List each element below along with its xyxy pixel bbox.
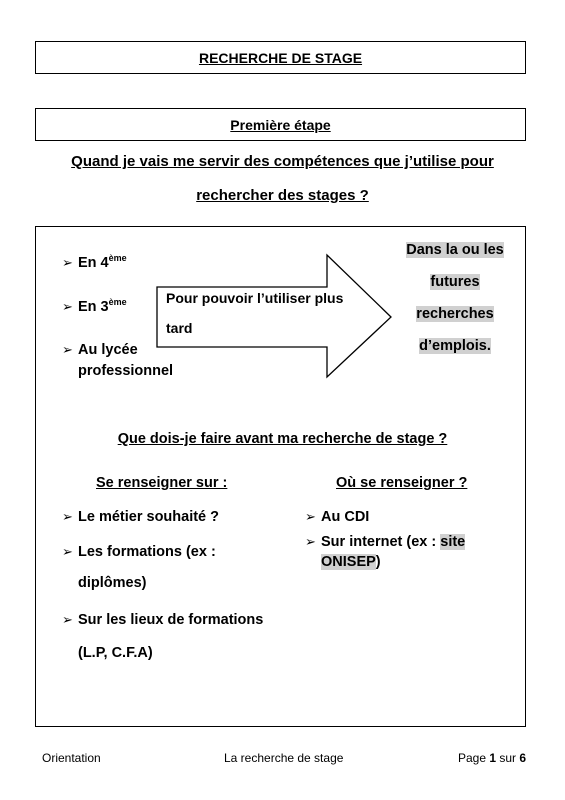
timeline-item-label: En 4: [78, 254, 109, 271]
title-box: [35, 41, 526, 74]
right-item-label: Au CDI: [321, 509, 370, 525]
result-text: futures: [430, 274, 480, 290]
highlight-text: site: [440, 534, 466, 550]
left-item-formations-line2: diplômes): [78, 575, 147, 591]
page-prefix: Page: [458, 751, 490, 765]
left-item-lieux: [62, 611, 263, 631]
right-item-cdi: [305, 508, 369, 528]
result-text: d’emplois.: [419, 338, 491, 354]
footer-page: [458, 751, 526, 765]
right-item-label: ): [375, 554, 381, 570]
arrow-bullet-icon: ➢: [62, 612, 73, 627]
footer-center: La recherche de stage: [224, 751, 344, 765]
result-line1: [400, 241, 510, 261]
right-item-internet-line2: [321, 553, 381, 573]
timeline-item-4eme: [62, 252, 127, 273]
right-item-label: Sur internet (ex :: [321, 534, 441, 550]
arrow-bullet-icon: ➢: [62, 254, 73, 270]
result-line2: [400, 273, 510, 293]
result-text: Dans la ou les: [406, 242, 504, 258]
timeline-item-3eme: [62, 296, 127, 317]
step-box: [35, 108, 526, 141]
arrow-text-line2: tard: [166, 320, 193, 336]
page-title: RECHERCHE DE STAGE: [198, 50, 363, 66]
result-text: recherches: [416, 306, 494, 322]
timeline-item-lycee: [62, 341, 138, 361]
left-item-lieux-line2: (L.P, C.F.A): [78, 645, 153, 661]
timeline-item-label: Au lycée: [78, 342, 138, 358]
arrow-bullet-icon: ➢: [62, 342, 73, 357]
right-column-title: Où se renseigner ?: [336, 475, 468, 491]
timeline-item-lycee-line2: professionnel: [78, 363, 174, 379]
footer-left: Orientation: [42, 751, 101, 765]
left-item-metier: [62, 508, 219, 528]
left-item-label: Les formations (ex :: [78, 544, 216, 560]
result-line3: [400, 305, 510, 325]
page-current: 1: [489, 751, 497, 765]
superscript: ème: [108, 297, 127, 307]
page-total: 6: [519, 751, 527, 765]
left-item-formations: [62, 543, 216, 563]
arrow-bullet-icon: ➢: [305, 534, 316, 549]
main-question-line1: Quand je vais me servir des compétences que j’utilise pour: [71, 153, 494, 170]
arrow-bullet-icon: ➢: [62, 509, 73, 524]
prep-question: Que dois-je faire avant ma recherche de stage ?: [117, 431, 448, 447]
left-item-label: Sur les lieux de formations: [78, 612, 264, 628]
arrow-bullet-icon: ➢: [305, 509, 316, 524]
right-item-internet: [305, 533, 465, 553]
page-mid: sur: [496, 751, 520, 765]
arrow-text-line1: Pour pouvoir l’utiliser plus: [166, 290, 344, 306]
result-line4: [400, 337, 510, 357]
superscript: ème: [108, 253, 127, 263]
left-item-label: Le métier souhaité ?: [78, 509, 220, 525]
step-label: Première étape: [230, 117, 331, 133]
left-column-title: Se renseigner sur :: [96, 475, 228, 491]
arrow-bullet-icon: ➢: [62, 544, 73, 559]
arrow-bullet-icon: ➢: [62, 298, 73, 314]
big-arrow-icon: [155, 253, 395, 380]
highlight-text: ONISEP: [321, 554, 376, 570]
main-question-line2: rechercher des stages ?: [196, 187, 369, 204]
timeline-item-label: En 3: [78, 298, 109, 315]
